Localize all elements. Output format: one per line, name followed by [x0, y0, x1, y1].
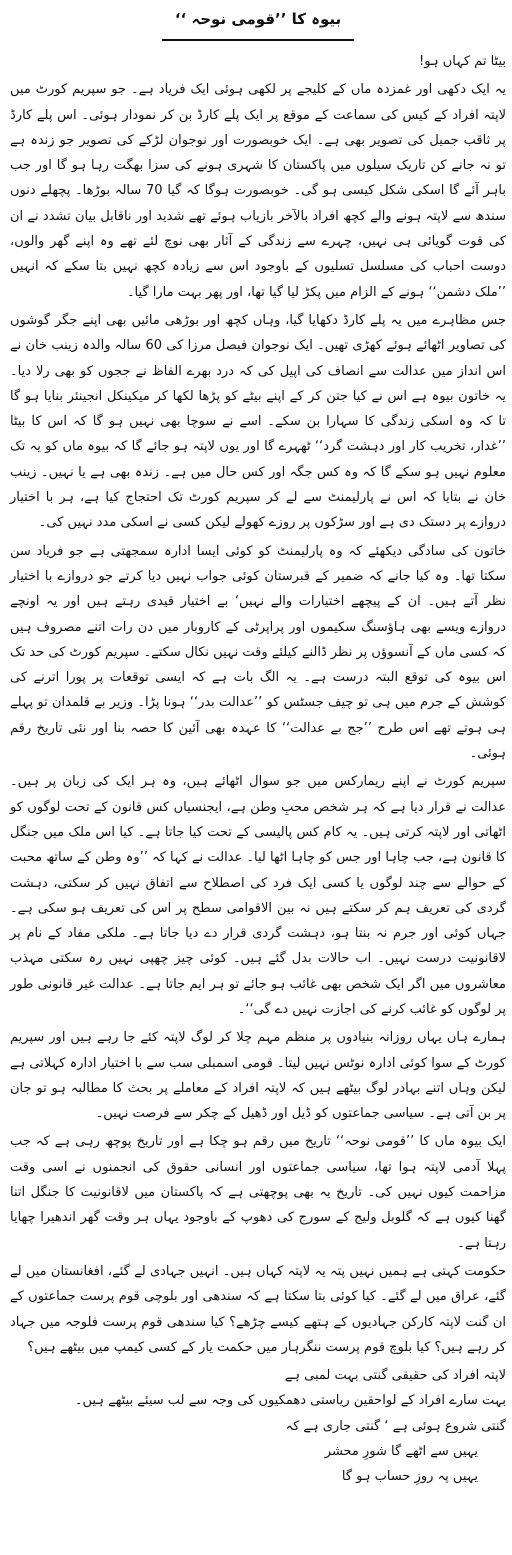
article-body — [10, 49, 506, 1360]
paragraph: ہمارے ہاں یہاں روزانہ بنیادوں پر منظم مہم چلا کر لوگ لاپتہ کئے جا رہے ہیں اور سپریم کورٹ کے سوا کوئی ادارہ نوٹس نہیں لیتا۔ قومی اسمبلی سب سے با اختیار ادارہ کہلاتی ہے لیکن وہاں اتنے بہادر لوگ بیٹھے ہیں کہ لاپتہ افراد کے معاملے پر بحث کا مطالبہ ہو تو جان پر بن آتی ہے۔ سیاسی جماعتوں کو ڈیل اور ڈھیل کے چکر سے فرصت نہیں۔ — [10, 1030, 506, 1122]
verse-line: گنتی شروع ہوئی ہے ‘ گنتی جاری ہے کہ — [285, 1418, 506, 1434]
headline-rule — [162, 39, 354, 41]
paragraph: جس مظاہرے میں یہ پلے کارڈ دکھایا گیا، وہاں کچھ اور بوڑھی مائیں بھی اپنے جگر گوشوں کی تصاویر اٹھائے ہوئے کھڑی تھیں۔ ایک نوجوان فیصل مرزا کی 60 سالہ والدہ زینب خان نے اس انداز میں عدالت سے انصاف کی اپیل کی کہ درد بھرے الفاظ نے ججوں کو بھی رلا دیا۔ یہ خاتون بیوہ ہے اس نے کیا جتن کر کے اپنے بیٹے کو پڑھا لکھا کر میکینکل انجینئر بنایا ہو گا تا کہ وہ اسکی زندگی کا سہارا بن سکے۔ اسے نے سوچا بھی نہیں ہو گا کہ اس کا بیٹا ’’غدار، تخریب کار اور دہشت گرد‘‘ ٹھہرے گا اور یوں لاپتہ ہو جائے گا کہ بیوہ ماں کو یہ تک معلوم نہیں ہو سکے گا کہ وہ کس جگہ اور کس حال میں ہے۔ زندہ بھی ہے یا نہیں۔ زینب خان نے بتایا کہ اس نے پارلیمنٹ سے لے کر سپریم کورٹ تک احتجاج کیا ہے، ہر با اختیار دروازے پر دستک دی ہے اور سڑکوں پر روزے کھولے لیکن کسی نے اسکی مدد نہیں کی۔ — [10, 312, 507, 531]
paragraph: یہ ایک دکھی اور غمزدہ ماں کے کلیجے پر لکھی ہوئی ایک فریاد ہے۔ جو سپریم کورٹ میں لاپتہ افراد کے کیس کی سماعت کے موقع پر ایک پلے کارڈ بن کر نمودار ہوئی۔ اس پلے کارڈ پر ثاقب جمیل کی تصویر بھی ہے۔ ایک خوبصورت اور نوجوان لڑکے کی تصویر جو زندہ ہے تو نہ جانے کن تاریک سیلوں میں پاکستان کا شہری ہونے کی سزا بھگت رہا ہو گا اور جب باہر آئے گا اسکی شکل کیسی ہو گی۔ خوبصورت ہوگا کہ گیا 70 سالہ بوڑھا۔ پچھلے دنوں سندھ سے لاپتہ ہونے والے کچھ افراد بالآخر بازیاب ہوئے تھے شدید اور ناقابل بیان تشدد نے ان کی قوت گویائی ہی نہیں، چہرے سے زندگی کے آثار بھی نوچ لئے تھے وہ اپنے گھر والوں، دوست احباب کی مسلسل تسلیوں کے باوجود اس سے زیادہ کچھ نہیں بتا سکے کہ انہیں ’’ملک دشمن‘‘ ہونے کے الزام میں پکڑ لیا گیا تھا، اور پھر بہت مارا گیا۔ — [10, 82, 506, 300]
headline: بیوہ کا ’’قومی نوحہ ‘‘ — [174, 10, 342, 28]
verse-line: یہیں پہ روزِ حساب ہو گا — [341, 1469, 478, 1485]
paragraph: ایک بیوہ ماں کا ’’قومی نوحہ‘‘ تاریخ میں رقم ہو چکا ہے اور تاریخ پوچھ رہی ہے کہ جب پہلا آدمی لاپتہ ہوا تھا، سیاسی جماعتوں اور انسانی حقوق کی انجمنوں نے اسی وقت مزاحمت کیوں نہیں کی۔ تاریخ یہ بھی پوچھتی ہے کہ پاکستان میں لاقانونیت کا جنگل اتنا گھنا کیوں ہے کہ گلوبل ولیج کے سورج کی دھوپ کے باوجود یہاں ہر وقت گھر اندھیرا چھایا رہتا ہے۔ — [10, 1134, 506, 1251]
paragraph: سپریم کورٹ نے اپنے ریمارکس میں جو سوال اٹھائے ہیں، وہ ہر ایک کی زبان پر ہیں۔ عدالت نے قرار دیا ہے کہ ہر شخص محبِ وطن ہے، ایجنسیاں کس قانون کے تحت لوگوں کو اٹھاتی اور لاپتہ کرتی ہیں۔ یہ کام کس پالیسی کے تحت کیا جاتا ہے۔ کیا اس ملک میں جنگل کا قانون ہے، جب چاہا اور جس کو چاہا اٹھا لیا۔ عدالت نے کہا کہ ’’وہ وطن کے ساتھ محبت کے حوالے سے چند لوگوں یا کسی ایک فرد کی اصطلاح سے اتفاق نہیں کر سکتی، دہشت گردی کی تعریف ہم کر سکتے ہیں نہ بین الاقوامی سطح پر اس کی تعریف ہو سکی ہے۔ جہاں کوئی اور جرم نہ بنتا ہو، دہشت گردی قرار دے دیا جاتا ہے۔ ملکی مفاد کے نام پر لاقانونیت درست نہیں۔ اب حالات بدل گئے ہیں۔ کوئی چیز چھپی نہیں رہ سکتی مہذب معاشروں میں اگر ایک شخص بھی غائب ہو جائے تو ہر ایم جاتا ہے۔ عدالت غیر قانونی طور پر لوگوں کو غائب کرنے کی اجازت نہیں دے گی‘‘۔ — [10, 774, 506, 1017]
verse-line: یہیں سے اٹھے گا شورِ محشر — [324, 1444, 478, 1460]
opening-line: بیٹا تم کہاں ہو! — [419, 54, 506, 69]
closing-verses — [10, 1363, 506, 1489]
verse-line: لاپتہ افراد کی حقیقی گنتی بہت لمبی ہے — [284, 1368, 506, 1384]
paragraph: حکومت کہتی ہے ہمیں نہیں پتہ یہ لاپتہ کہاں ہیں۔ انہیں جہادی لے گئے، افغانستان میں لے گئے، عراق میں لے گئے۔ کیا کوئی بتا سکتا ہے کہ سندھی اور بلوچی قوم پرست جماعتوں کے ان گنت لاپتہ کارکن جہادیوں کے ہتھے کیسے چڑھے؟ کیا سندھی قوم پرست فلوجہ میں جہاد کر رہے ہیں؟ کیا بلوچ قوم پرست ننگرہار میں حکمت یار کے کسی کیمپ میں بیٹھے ہیں؟ — [10, 1263, 506, 1355]
paragraph: خاتون کی سادگی دیکھئے کہ وہ پارلیمنٹ کو کوئی ایسا ادارہ سمجھتی ہے جو فریاد سن سکتا تھا۔ وہ کیا جانے کہ ضمیر کے قبرستان کوئی جواب نہیں دیا کرتے جو دروازے با اختیار نظر آتے ہیں۔ ان کے پیچھے اختیارات والے نہیں‘ بے اختیار قیدی رہتے ہیں اور یہ اونچے دروازے ویسے بھی ہاؤسنگ سکیموں اور پراپرٹی کے کاروبار میں دن رات اتنے مصروف ہیں کہ کسی ماں کے آنسوؤں پر نظر ڈالنے کیلئے وقت نہیں نکال سکتے۔ سپریم کورٹ کی حد تک اس بیوہ کی توقع البتہ درست ہے۔ یہ الگ بات ہے کہ ایسی توقعات پر پورا اترنے کی کوشش کے جرم میں ہی تو چیف جسٹس کو ’’عدالت بدر‘‘ ہونا پڑا۔ وزیر بے قلمدان تو پہلے ہی ہوتے تھے اس طرح ’’جج بے عدالت‘‘ کا عہدہ بھی آئین کا حصہ بنا اور نئی تاریخ رقم ہوئی۔ — [10, 543, 506, 762]
verse-line: بہت سارے افراد کے لواحقین ریاستی دھمکیوں کی وجہ سے لب سیئے بیٹھے ہیں۔ — [74, 1393, 506, 1409]
